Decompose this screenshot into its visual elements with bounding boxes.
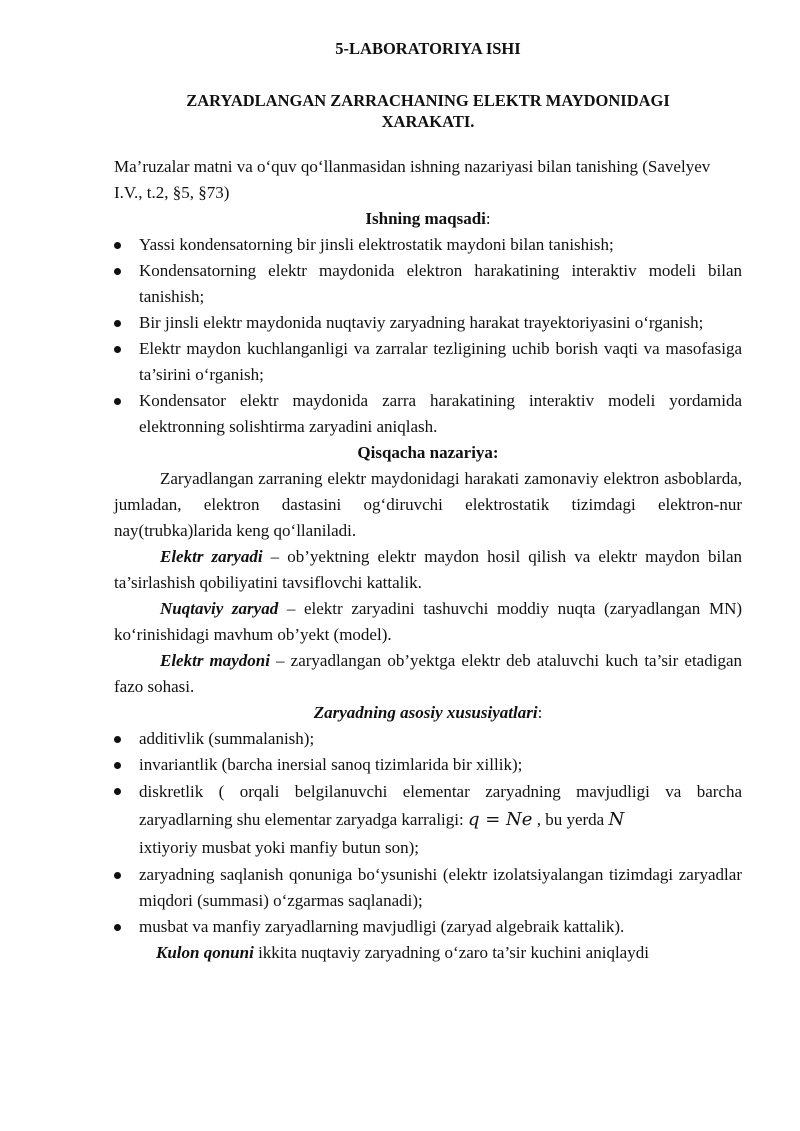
list-item (114, 232, 742, 258)
properties-heading (114, 700, 742, 726)
term-electric-field: Elektr maydoni (160, 651, 270, 670)
list-item (114, 310, 742, 336)
bullet-icon (114, 398, 121, 405)
bullet-icon (114, 242, 121, 249)
goals-heading-colon: : (485, 209, 491, 228)
term-coulomb-law: Kulon qonuni (156, 943, 254, 962)
property-text: musbat va manfiy zaryadlarning mavjudligi (zaryad algebraik kattalik). (139, 917, 625, 936)
property-text: , bu yerda (532, 810, 609, 829)
charge-formula: q = Ne (467, 809, 533, 830)
definition-electric-charge (114, 544, 742, 596)
theory-paragraph: Zaryadlangan zarraning elektr maydonidagi harakati zamonaviy elektron asboblarda, jumladan, elektron dastasini og‘diruvchi elektrostatik tizimdagi elektron-nur nay(trubka)larida keng qo‘llaniladi. (114, 469, 742, 540)
list-item (114, 862, 742, 914)
list-item (114, 388, 742, 440)
coulomb-law-paragraph (114, 940, 742, 966)
definition-text: – zaryadlangan ob’yektga elektr deb ataluvchi kuch ta’sir etadigan fazo sohasi. (114, 651, 742, 696)
bullet-icon (114, 268, 121, 275)
page-title: ZARYADLANGAN ZARRACHANING ELEKTR MAYDONIDAGI XARAKATI. (186, 91, 670, 131)
list-item (114, 914, 742, 940)
definition-point-charge (114, 596, 742, 648)
property-text: zaryadning saqlanish qonuniga bo‘ysunishi (elektr izolatsiyalangan tizimdagi zaryadlar miqdori (summasi) o‘zgarmas saqlanadi); (139, 865, 742, 910)
goal-text: Kondensator elektr maydonida zarra harakatining interaktiv modeli yordamida elektronning solishtirma zaryadini aniqlash. (139, 391, 742, 436)
definition-text: – elektr zaryadini tashuvchi moddiy nuqta (zaryadlangan MN) ko‘rinishidagi mavhum ob’yekt (model). (114, 599, 743, 644)
bullet-icon (114, 872, 121, 879)
bullet-icon (114, 736, 121, 743)
document-body (114, 36, 742, 966)
bullet-icon (114, 924, 121, 931)
properties-list (114, 726, 742, 940)
goals-heading (114, 206, 742, 232)
properties-heading-colon: : (537, 703, 543, 722)
coulomb-law-text: ikkita nuqtaviy zaryadning o‘zaro ta’sir kuchini aniqlaydi (253, 943, 649, 962)
bullet-icon (114, 762, 121, 769)
goals-list (114, 232, 742, 440)
property-text: additivlik (summalanish); (139, 729, 315, 748)
theory-heading: Qisqacha nazariya: (357, 443, 499, 462)
term-point-charge: Nuqtaviy zaryad (160, 599, 279, 618)
bullet-icon (114, 320, 121, 327)
property-text: diskretlik ( orqali belgilanuvchi elementar zaryadning mavjudligi va barcha zaryadlarning shu elementar zaryadga karraligi: (139, 782, 742, 829)
goals-heading-text: Ishning maqsadi (365, 209, 486, 228)
term-electric-charge: Elektr zaryadi (160, 547, 263, 566)
list-item (114, 258, 742, 310)
goal-text: Bir jinsli elektr maydonida nuqtaviy zaryadning harakat trayektoriyasini o‘rganish; (139, 313, 704, 332)
goal-text: Yassi kondensatorning bir jinsli elektrostatik maydoni bilan tanishish; (139, 235, 614, 254)
definition-electric-field (114, 648, 742, 700)
formula-variable: N (608, 809, 625, 830)
property-text: invariantlik (barcha inersial sanoq tizimlarida bir xillik); (139, 755, 523, 774)
list-item (114, 778, 742, 862)
property-text: ixtiyoriy musbat yoki manfiy butun son); (139, 838, 420, 857)
definition-text: – ob’yektning elektr maydon hosil qilish va elektr maydon bilan ta’sirlashish qobiliyatini tavsiflovchi kattalik. (114, 547, 742, 592)
lab-number-heading: 5-LABORATORIYA ISHI (335, 39, 521, 58)
goal-text: Kondensatorning elektr maydonida elektron harakatining interaktiv modeli bilan tanishish; (139, 261, 742, 306)
bullet-icon (114, 346, 121, 353)
bullet-icon (114, 788, 121, 795)
goal-text: Elektr maydon kuchlanganligi va zarralar tezligining uchib borish vaqti va masofasiga ta’sirini o‘rganish; (139, 339, 742, 384)
intro-paragraph: Ma’ruzalar matni va o‘quv qo‘llanmasidan ishning nazariyasi bilan tanishing (Savelyev I.V., t.2, §5, §73) (114, 157, 711, 202)
properties-heading-text: Zaryadning asosiy xususiyatlari (313, 703, 538, 722)
list-item (114, 752, 742, 778)
list-item (114, 726, 742, 752)
list-item (114, 336, 742, 388)
